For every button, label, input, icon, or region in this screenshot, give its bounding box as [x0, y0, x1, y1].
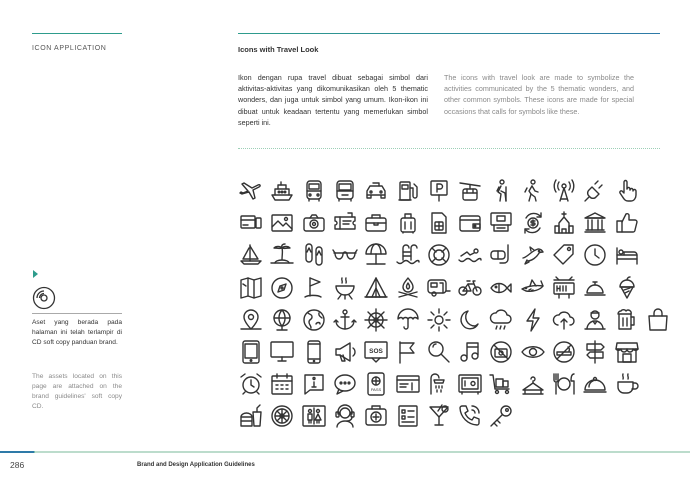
caravan-icon	[426, 275, 452, 301]
paragraph-indonesian: Ikon dengan rupa travel dibuat sebagai simbol dari aktivitas-aktivitas yang dikomunikasikan oleh 5 thematic wonders, dan juga untuk simbol yang umum. Ikon-ikon ini dibuat untuk keadaan tertentu yang memerlukan simbol seperti ini.	[238, 73, 428, 127]
magnifier-icon	[426, 339, 452, 365]
wheel-icon	[269, 403, 295, 429]
baggage-cart-icon	[488, 371, 514, 397]
shower-icon	[426, 371, 452, 397]
sailboat-icon	[238, 242, 264, 268]
passport-icon	[363, 371, 389, 397]
bicycle-icon	[457, 275, 483, 301]
lightning-icon	[520, 307, 546, 333]
svg-text:SOS: SOS	[369, 348, 384, 355]
wallet-icon	[457, 210, 483, 236]
temple-icon	[582, 210, 608, 236]
parking-icon	[426, 178, 452, 204]
atm-card-icon	[238, 210, 264, 236]
sidebar-note-english: The assets located on this page are attached on the brand guidelines' soft copy CD.	[32, 373, 122, 410]
smartphone-icon	[301, 339, 327, 365]
compass-icon	[269, 275, 295, 301]
music-note-icon	[457, 339, 483, 365]
luggage-icon	[395, 210, 421, 236]
island-icon	[269, 242, 295, 268]
svg-text:PASS: PASS	[371, 387, 382, 393]
antenna-icon	[551, 178, 577, 204]
dolphin-icon	[520, 242, 546, 268]
pool-ladder-icon	[395, 242, 421, 268]
airplane-icon	[238, 178, 264, 204]
cloud-upload-icon	[551, 307, 577, 333]
restroom-icon	[301, 403, 327, 429]
section-label: ICON APPLICATION	[32, 45, 107, 52]
shop-icon	[614, 339, 640, 365]
flip-flops-icon	[301, 242, 327, 268]
clock-icon	[582, 242, 608, 268]
taxi-icon	[363, 178, 389, 204]
megaphone-icon	[332, 339, 358, 365]
barbecue-icon	[332, 275, 358, 301]
cd-disc-icon	[32, 286, 56, 310]
ticket-icon	[332, 210, 358, 236]
receptionist-icon	[582, 307, 608, 333]
ship-wheel-icon	[363, 307, 389, 333]
paragraph-english: The icons with travel look are made to symbolize the activities communicated by the 5 thematic wonders, and other common symbols. These icons are made for special occasions that calls for symbols like these.	[444, 73, 634, 116]
shark-icon	[520, 275, 546, 301]
anchor-icon	[332, 307, 358, 333]
walking-person-icon	[520, 178, 546, 204]
safe-box-icon	[457, 371, 483, 397]
beach-umbrella-icon	[363, 242, 389, 268]
calendar-icon	[269, 371, 295, 397]
footer-rule	[0, 451, 690, 453]
life-ring-icon	[426, 242, 452, 268]
monitor-icon	[269, 339, 295, 365]
top-rule-right	[238, 33, 660, 34]
eye-icon	[520, 339, 546, 365]
picture-icon	[269, 210, 295, 236]
tent-icon	[363, 275, 389, 301]
alarm-clock-icon	[238, 371, 264, 397]
no-smoking-icon	[551, 339, 577, 365]
snorkel-icon	[488, 242, 514, 268]
pointer-hand-icon	[614, 178, 640, 204]
sidebar-note-indonesian: Aset yang berada pada halaman ini telah terlampir di CD soft copy panduan brand.	[32, 319, 122, 346]
church-icon	[551, 210, 577, 236]
flag-icon	[395, 339, 421, 365]
price-tag-icon	[551, 242, 577, 268]
beer-mug-icon	[614, 307, 640, 333]
rain-cloud-icon	[488, 307, 514, 333]
key-icon	[488, 403, 514, 429]
shopping-bag-icon	[645, 307, 671, 333]
footer-rule-accent	[0, 451, 34, 453]
location-pin-icon	[238, 307, 264, 333]
telephone-icon	[457, 403, 483, 429]
campfire-icon	[395, 275, 421, 301]
swimmer-icon	[457, 242, 483, 268]
hiker-icon	[488, 178, 514, 204]
service-bell-icon	[582, 275, 608, 301]
page-heading: Icons with Travel Look	[238, 45, 319, 54]
hanger-icon	[520, 371, 546, 397]
checklist-icon	[395, 403, 421, 429]
boarding-pass-icon	[395, 371, 421, 397]
world-icon	[301, 307, 327, 333]
power-plug-icon	[582, 178, 608, 204]
camera-icon	[301, 210, 327, 236]
golf-flag-icon	[301, 275, 327, 301]
fast-food-icon	[238, 403, 264, 429]
footer-title: Brand and Design Application Guidelines	[137, 462, 255, 468]
arrow-marker-icon	[33, 270, 38, 278]
umbrella-icon	[395, 307, 421, 333]
sunglasses-icon	[332, 242, 358, 268]
first-aid-icon	[363, 403, 389, 429]
tablet-icon	[238, 339, 264, 365]
sidebar-rule	[32, 313, 122, 314]
atm-machine-icon	[488, 210, 514, 236]
no-camera-icon	[488, 339, 514, 365]
map-icon	[238, 275, 264, 301]
signpost-icon	[582, 339, 608, 365]
sos-icon	[363, 339, 389, 365]
ship-icon	[269, 178, 295, 204]
bus-front-icon	[301, 178, 327, 204]
cocktail-icon	[426, 403, 452, 429]
sun-icon	[426, 307, 452, 333]
top-rule-left	[32, 33, 122, 34]
ice-cream-icon	[614, 275, 640, 301]
moon-icon	[457, 307, 483, 333]
suitcase-icon	[363, 210, 389, 236]
globe-icon	[269, 307, 295, 333]
fish-icon	[488, 275, 514, 301]
fuel-pump-icon	[395, 178, 421, 204]
speech-bubble-icon	[332, 371, 358, 397]
hotel-sign-icon	[551, 275, 577, 301]
cable-car-icon	[457, 178, 483, 204]
coffee-cup-icon	[614, 371, 640, 397]
thumbs-up-icon	[614, 210, 640, 236]
food-cloche-icon	[582, 371, 608, 397]
dining-icon	[551, 371, 577, 397]
bed-icon	[614, 242, 640, 268]
information-icon	[301, 371, 327, 397]
page-number: 286	[10, 460, 25, 470]
customer-service-icon	[332, 403, 358, 429]
sim-card-icon	[426, 210, 452, 236]
currency-exchange-icon	[520, 210, 546, 236]
coach-bus-icon	[332, 178, 358, 204]
dotted-separator	[238, 148, 660, 149]
